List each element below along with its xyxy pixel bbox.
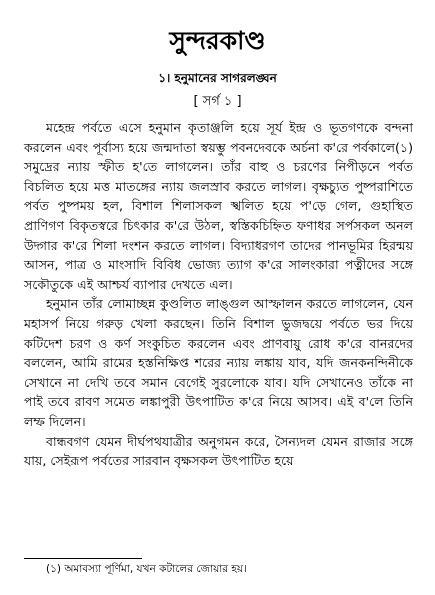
sarga-label: [ সর্গ ১ ]: [193, 94, 242, 109]
paragraph: বান্ধবগণ যেমন দীর্ঘপথযাত্রীর অনুগমন করে, সৈন্যদল যেমন রাজার সঙ্গে যায়, সেইরূপ পর্বতের সারবান বৃক্ষসকল উৎপাটিত হয়ে: [24, 433, 413, 469]
footnote-divider: [24, 558, 142, 559]
body-text: [24, 118, 413, 471]
book-title: সুন্দরকাণ্ড: [169, 26, 266, 55]
chapter-title: ১। হনুমানের সাগরলঙ্ঘন: [158, 71, 277, 85]
paragraph: হনুমান তাঁর লোমাচ্ছন্ন কুণ্ডলিত লাঙ্গুল আস্ফালন করতে লাগলেন, যেন মহাসর্প নিয়ে গরুড় খেলা করছেন। তিনি বিশাল ভুজদ্বয়ে পর্বতে ভর দিয়ে কটিদেশ চরণ ও কর্ণ সংকুচিত করলেন এবং প্রাণবায়ু রোধ ক'রে বানরদের বললেন, আমি রামের হস্তনিক্ষিপ্ত শরের ন্যায় লঙ্কায় যাব, যদি জনকনন্দিনীকে সেখানে না দেখি তবে সমান বেগেই সুরলোকে যাব। যদি সেখানেও তাঁকে না পাই তবে রাবণ সমেত লঙ্কাপুরী উৎপাটিত ক'রে নিয়ে আসব। এই ব'লে তিনি লম্ফ দিলেন।: [24, 296, 413, 429]
footnote: (১) অমাবস্যা পূর্ণিমা, যখন কটালের জোয়ার হয়।: [46, 563, 247, 575]
paragraph: মহেন্দ্র পর্বতে এসে হনুমান কৃতাঞ্জলি হয়ে সূর্য ইন্দ্র ও ভূতগণকে বন্দনা করলেন এবং পূর্বাস্য হয়ে জন্মদাতা স্বয়ম্ভু পবনদেবকে অর্চনা ক'রে পর্বকালে(১) সমুদ্রের ন্যায় স্ফীত হ'তে লাগলেন। তাঁর বাহু ও চরণের নিপীড়নে পর্বত বিচলিত হয়ে মত্ত মাতঙ্গের ন্যায় জলস্রাব করতে লাগল। বৃক্ষচ্যুত পুষ্পরাশিতে পর্বত পুষ্পময় হল, বিশাল শিলাসকল স্খলিত হয়ে প'ড়ে গেল, গুহাস্থিত প্রাণিগণ বিকৃতস্বরে চিৎকার ক'রে উঠল, স্বস্তিকচিহ্নিত ফণাধর সর্পসকল অনল উদ্গার ক'রে শিলা দংশন করতে লাগল। বিদ্যাধরগণ তাদের পানভূমির হিরন্ময় আসন, পাত্র ও মাংসাদি বিবিধ ভোজ্য ত্যাগ ক'রে সালংকারা পত্নীদের সঙ্গে সকৌতুকে এই আশ্চর্য ব্যাপার দেখতে এল।: [24, 120, 413, 292]
